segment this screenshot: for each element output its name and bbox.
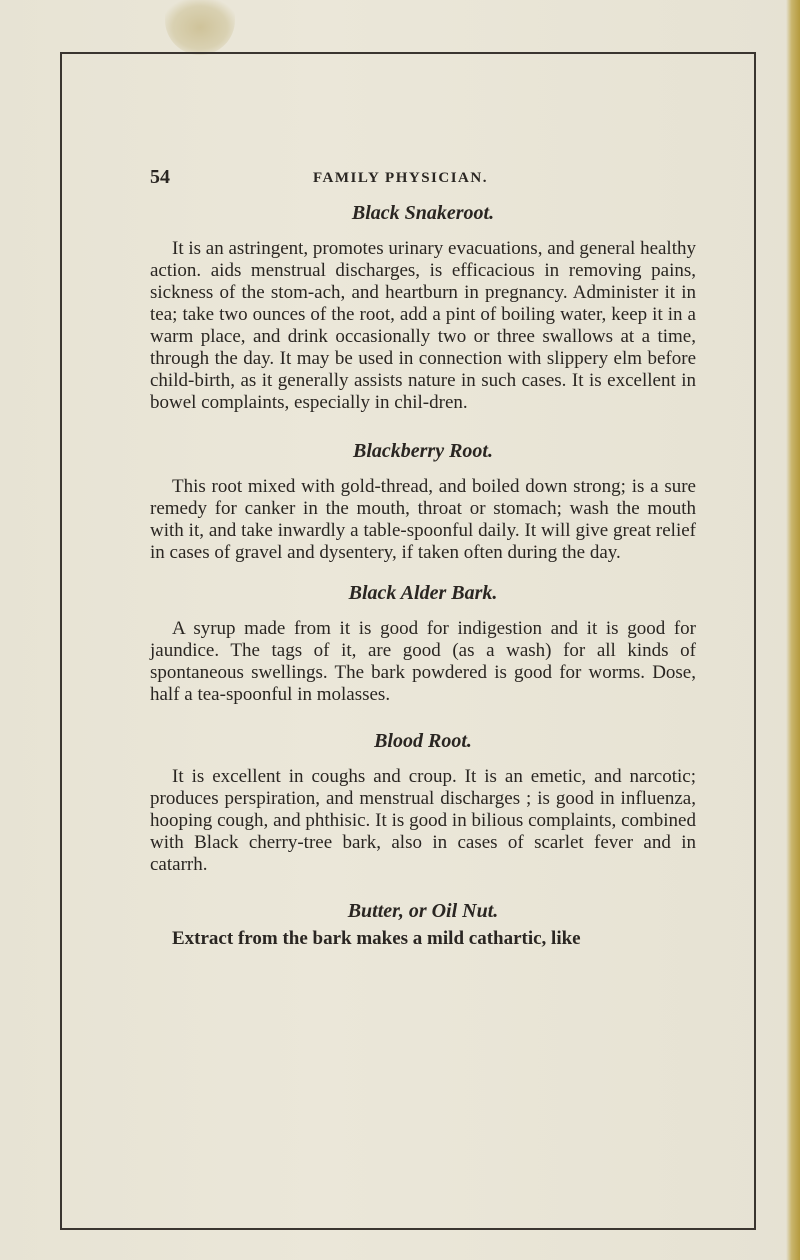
section-body-butter-oil-nut: Extract from the bark makes a mild cathartic, like: [172, 928, 581, 949]
binding-stain: [165, 0, 235, 55]
section-body-black-alder-bark: A syrup made from it is good for indigestion and it is good for jaundice. The tags of it, are good (as a wash) for all kinds of spontaneous swellings. The bark powdered is good for worms. Dose, half a tea-spoonful in molasses.: [150, 618, 696, 705]
section-heading-blackberry-root: Blackberry Root.: [353, 440, 493, 462]
border-rule-top: [60, 52, 756, 54]
section-heading-blood-root: Blood Root.: [374, 730, 472, 752]
running-head: FAMILY PHYSICIAN.: [313, 170, 488, 186]
section-heading-black-snakeroot: Black Snakeroot.: [351, 202, 495, 224]
page-header: [150, 166, 695, 190]
section-body-blood-root: It is excellent in coughs and croup. It is an emetic, and narcotic; produces perspiration, and menstrual discharges ; is good in influenza, hooping cough, and phthisic. It is good in bilious complaints, combined with Black cherry-tree bark, also in cases of scarlet fever and in catarrh.: [150, 766, 696, 875]
page-edge: [786, 0, 800, 1260]
page-body: [150, 200, 696, 950]
section-body-black-snakeroot: It is an astringent, promotes urinary evacuations, and general healthy action. aids menstrual discharges, is efficacious in removing pains, sickness of the stom-ach, and heartburn in pregnancy. Administer it in tea; take two ounces of the root, add a pint of boiling water, keep it in a warm place, and drink occasionally two or three swallows at a time, through the day. It may be used in connection with slippery elm before child-birth, as it generally assists nature in such cases. It is excellent in bowel complaints, especially in chil-dren.: [150, 238, 696, 413]
section-body-blackberry-root: This root mixed with gold-thread, and boiled down strong; is a sure remedy for canker in the mouth, throat or stomach; wash the mouth with it, and take inwardly a table-spoonful daily. It will give great relief in cases of gravel and dysentery, if taken often during the day.: [150, 476, 696, 563]
section-heading-butter-oil-nut: Butter, or Oil Nut.: [347, 900, 499, 922]
border-rule-right: [754, 52, 756, 1228]
border-rule-bottom: [60, 1228, 756, 1230]
border-rule-left: [60, 52, 62, 1228]
section-heading-black-alder-bark: Black Alder Bark.: [348, 582, 498, 604]
page-number: 54: [150, 166, 170, 188]
